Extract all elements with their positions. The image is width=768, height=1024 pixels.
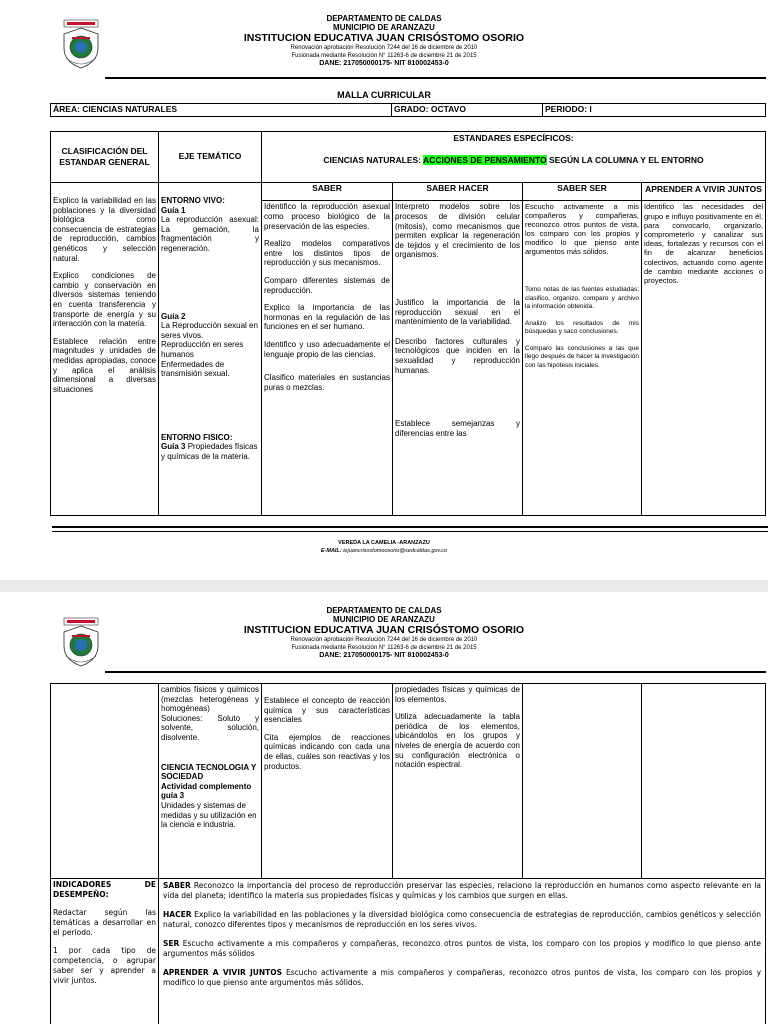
aprender-cell: Identifico las necesidades del grupo e influyo positivamente en él, para convocarlo, organizarlo, comprometerlo y canalizar sus ideas, fortalezas y recursos con el fin de alcanzar beneficios colectivos, actuando como agente de cambio mediante acciones o proyectos. [642, 201, 766, 516]
ciencia-tecnologia-title: CIENCIA TECNOLOGIA Y SOCIEDAD [161, 762, 257, 782]
saber-hacer-cell [393, 201, 523, 516]
guia2-title: Guía 2 [161, 311, 186, 321]
saber-item: Comparo diferentes sistemas de reproducción. [264, 275, 390, 295]
period-cell: PERIODO: I [543, 104, 766, 117]
eje-soluciones-text: Soluciones: Soluto y solvente, solución, disolvente. [161, 713, 259, 742]
saber-header: SABER [262, 183, 393, 201]
guia2-text: La Reproducción sexual en seres vivos. [161, 321, 258, 340]
guia3-text: Propiedades físicas y químicas de la materia. [161, 442, 258, 461]
footer-email: iejuancrisostomoosorio@sedcaldas.gov.co [343, 548, 448, 554]
document-header [0, 14, 768, 68]
clasificacion-item: Establece relación entre magnitudes y unidades de medidas apropiadas, conoce y aplica el análisis dimensional a diversas situaciones [53, 336, 156, 394]
estandares-header [262, 132, 766, 183]
saber-hacer-item: Utiliza adecuadamente la tabla periódica de los elementos, ubicándolos en los grupos y niveles de energía de acuerdo con su configuración electrónica o notación espectral. [395, 712, 520, 770]
saber-item: Realizo modelos comparativos entre los distintos tipos de reproducción y sus mecanismos. [264, 239, 390, 268]
saber-ser-item: Tomo notas de las fuentes estudiadas; clasifico, organizo, comparo y archivo la información obtenida. [525, 286, 639, 311]
estandares-title: ESTANDARES ESPECÍFICOS: [453, 133, 574, 143]
ciencias-line [264, 155, 763, 166]
eje-header: EJE TEMÁTICO [159, 132, 262, 183]
header-rule [105, 671, 766, 673]
curriculum-table [50, 131, 766, 516]
area-info-table [50, 103, 766, 117]
header-dane: DANE: 217050000175- NIT 810002453-0 [319, 652, 449, 659]
indicadores-note: 1 por cada tipo de competencia, o agrupar saber ser y aprender a vivir juntos. [53, 946, 156, 985]
header-renovacion: Renovación aprobación Resolución 7244 del 16 de diciembre de 2010 [290, 637, 478, 643]
curriculum-table-continued [50, 683, 766, 1024]
guia2-text2: Reproducción en seres humanos [161, 340, 244, 359]
ind-saber-label: SABER [163, 881, 191, 890]
saber-item: Clasifico materiales en sustancias puras o mezclas. [264, 373, 390, 392]
area-cell: ÁREA: CIENCIAS NATURALES [51, 104, 392, 117]
clasificacion-cell [51, 183, 159, 516]
saber-hacer-item: propiedades físicas y químicas de los elementos. [395, 685, 520, 704]
ind-hacer-text: Explico la variabilidad en las poblaciones y la diversidad biológica como consecuencia de estrategias de reproducción, cambios genéticos y selección natural, conozco diferentes tipos y mecanismos de reproducción en los seres vivos. [163, 910, 761, 929]
saber-hacer-item: Describo factores culturales y tecnológicos que inciden en la sexualidad y reproducción humanas. [395, 336, 520, 375]
saber-hacer-cell [393, 684, 523, 879]
indicadores-left-cell [51, 879, 159, 1024]
header-department: DEPARTAMENTO DE CALDAS [326, 14, 442, 23]
indicadores-title: INDICADORES DE DESEMPEÑO: [53, 880, 156, 899]
saber-cell [262, 684, 393, 879]
footer-rule-bottom [52, 531, 768, 532]
saber-ser-item: Escucho activamente a mis compañeros y compañeras, reconozco otros puntos de vista, los comparo con los propios y modifico lo que pienso ante argumentos más sólidos. [525, 202, 639, 257]
header-renovacion: Renovación aprobación Resolución 7244 del 16 de diciembre de 2010 [290, 45, 478, 51]
ind-saber-text: Reconozco la importancia del proceso de reproducción preservar las especies, relaciono la reproducción en humanos como aspecto relevante en la vida del planeta; identifico la materia sus propiedades físicas y químicas y los cambios que surgen en ellas. [163, 881, 762, 900]
ciencias-suffix: SEGÚN LA COLUMNA Y EL ENTORNO [549, 155, 704, 165]
clasificacion-item: Explico condiciones de cambio y conservación en diversos sistemas teniendo en cuenta transferencia y transporte de energía y su interacción con la materia. [53, 271, 156, 329]
header-institution: INSTITUCION EDUCATIVA JUAN CRISÓSTOMO OSORIO [243, 32, 525, 44]
saber-ser-item: Comparo las conclusiones a las que llego después de hacer la investigación con las hipótesis iniciales. [525, 344, 639, 369]
actividad-title: Actividad complemento guía 3 [161, 781, 252, 801]
header-dane: DANE: 217050000175- NIT 810002453-0 [319, 60, 449, 67]
saber-cell [262, 201, 393, 516]
aprender-header: APRENDER A VIVIR JUNTOS [642, 183, 766, 201]
indicadores-note: Redactar según las temáticas a desarrollar en el periodo. [53, 908, 156, 937]
eje-cambios-text: cambios físicos y químicos (mezclas heterogéneas y homogéneas) [161, 685, 259, 714]
ind-hacer-label: HACER [163, 910, 192, 919]
header-fusionada: Fusionada mediante Resolución N° 11263-6 de diciembre 21 de 2015 [291, 645, 477, 651]
acciones-highlight: ACCIONES DE PENSAMIENTO [423, 155, 547, 165]
saber-ser-header: SABER SER [523, 183, 642, 201]
guia1-text: La reproducción asexual: La gemación, la fragmentación y regeneración. [161, 215, 259, 253]
saber-hacer-header: SABER HACER [393, 183, 523, 201]
actividad-text: Unidades y sistemas de medidas y su utilización en la ciencia e industria. [161, 800, 257, 830]
page-footer [0, 539, 768, 555]
ind-aprender-text: Escucho activamente a mis compañeros y compañeras, reconozco otros puntos de vista, los comparo con los propios y modifico lo que pienso ante argumentos más sólidos. [163, 968, 762, 987]
header-municipality: MUNICIPIO DE ARANZAZU [333, 23, 435, 32]
clasificacion-cell [51, 684, 159, 879]
eje-cell [159, 183, 262, 516]
footer-email-label: E-MAIL: [320, 548, 342, 554]
indicadores-right-cell [159, 879, 766, 1024]
guia2-text3: Enfermedades de transmisión sexual. [161, 359, 230, 379]
grade-cell: GRADO: OCTAVO [392, 104, 543, 117]
ind-ser-text: Escucho activamente a mis compañeros y compañeras, reconozco otros puntos de vista, los comparo con los propios y modifico lo que pienso ante argumentos más sólidos [163, 939, 761, 958]
saber-item: Explico la importancia de las hormonas en la regulación de las funciones en el ser humano. [264, 303, 390, 332]
saber-item: Identifico la reproducción asexual como proceso biológico de la preservación de las especies. [264, 202, 390, 231]
document-page-2 [0, 592, 768, 1024]
header-rule [105, 77, 766, 79]
clasificacion-item: Explico la variabilidad en las poblaciones y la diversidad biológica como consecuencia de estrategias de reproducción, cambios genéticos y selección natural. [53, 196, 156, 263]
saber-ser-cell [523, 201, 642, 516]
saber-hacer-item: Establece semejanzas y diferencias entre las [395, 419, 520, 438]
saber-item: Identifico y uso adecuadamente el lenguaje propio de las ciencias. [264, 339, 390, 359]
header-department: DEPARTAMENTO DE CALDAS [326, 606, 442, 615]
clasificacion-header: CLASIFICACIÓN DEL ESTANDAR GENERAL [51, 132, 159, 183]
entorno-vivo-label: ENTORNO VIVO: [161, 196, 225, 205]
malla-title: MALLA CURRICULAR [337, 90, 431, 100]
saber-item: Cita ejemplos de reacciones químicas indicando con cada una de ellas, cuáles son reactivas y los productos. [264, 732, 390, 771]
guia1-title: Guía 1 [161, 205, 186, 215]
entorno-fisico-label: ENTORNO FISICO: [161, 432, 233, 442]
header-institution: INSTITUCION EDUCATIVA JUAN CRISÓSTOMO OSORIO [243, 624, 525, 636]
ciencias-prefix: CIENCIAS NATURALES: [323, 155, 421, 165]
document-header [0, 606, 768, 660]
eje-cell [159, 684, 262, 879]
header-municipality: MUNICIPIO DE ARANZAZU [333, 615, 435, 624]
aprender-cell [642, 684, 766, 879]
footer-vereda: VEREDA LA CAMELIA -ARANZAZU [338, 540, 430, 546]
saber-ser-item: Analizo los resultados de mis búsquedas y saco conclusiones. [525, 319, 639, 336]
ind-aprender-label: APRENDER A VIVIR JUNTOS [163, 968, 283, 977]
saber-hacer-item: Justifico la importancia de la reproducción sexual en el mantenimiento de la variabilidad. [395, 297, 520, 327]
footer-rule-top [52, 526, 768, 528]
ind-ser-label: SER [163, 939, 180, 948]
header-fusionada: Fusionada mediante Resolución N° 11263-6 de diciembre 21 de 2015 [291, 53, 477, 59]
saber-item: Establece el concepto de reacción química y sus características esenciales [264, 696, 390, 725]
saber-ser-cell [523, 684, 642, 879]
guia3-title: Guía 3 [161, 442, 186, 452]
saber-hacer-item: Interpreto modelos sobre los procesos de división celular (mitosis), como mecanismos que permiten explicar la regeneración de tejidos y el crecimiento de los organismos. [395, 202, 520, 260]
